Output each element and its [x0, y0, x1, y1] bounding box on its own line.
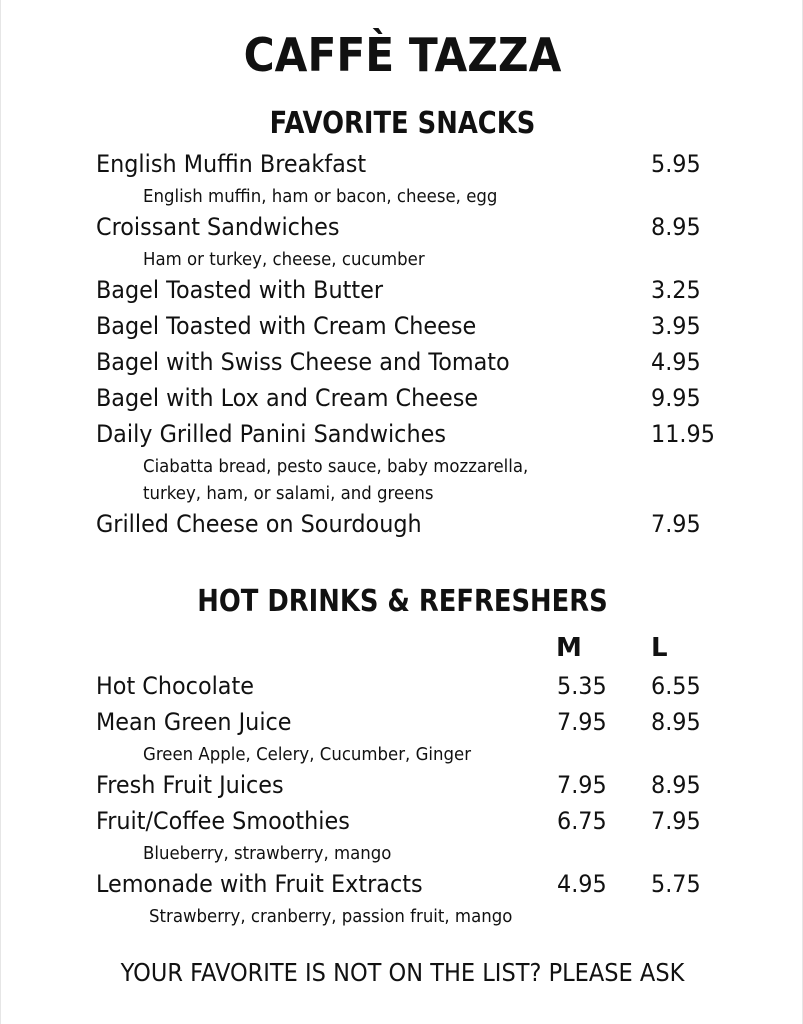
item-price: 4.95 [651, 348, 701, 376]
item-price: 3.25 [651, 276, 701, 304]
item-name: Croissant Sandwiches [96, 213, 340, 241]
item-price: 7.95 [651, 510, 701, 538]
item-price: 9.95 [651, 384, 701, 412]
item-description: Blueberry, strawberry, mango [143, 843, 392, 864]
item-description: Ciabatta bread, pesto sauce, baby mozzarella, [143, 456, 529, 477]
item-price: 8.95 [651, 213, 701, 241]
item-name: Lemonade with Fruit Extracts [96, 870, 423, 898]
item-name: Grilled Cheese on Sourdough [96, 510, 422, 538]
item-price-medium: 7.95 [557, 708, 607, 736]
item-price-medium: 4.95 [557, 870, 607, 898]
menu-title: CAFFÈ TAZZA [243, 28, 562, 82]
item-name: Bagel with Lox and Cream Cheese [96, 384, 479, 412]
item-price-medium: 6.75 [557, 807, 607, 835]
item-price-medium: 5.35 [557, 672, 607, 700]
item-price-medium: 7.95 [557, 771, 607, 799]
item-name: Fresh Fruit Juices [96, 771, 284, 799]
item-name: Mean Green Juice [96, 708, 292, 736]
item-price: 5.95 [651, 150, 701, 178]
item-name: Hot Chocolate [96, 672, 254, 700]
item-name: Daily Grilled Panini Sandwiches [96, 420, 446, 448]
item-price-large: 8.95 [651, 771, 701, 799]
item-description: Ham or turkey, cheese, cucumber [143, 249, 425, 270]
item-name: Bagel Toasted with Butter [96, 276, 384, 304]
column-header-medium: M [556, 633, 582, 663]
item-price: 3.95 [651, 312, 701, 340]
item-description: Green Apple, Celery, Cucumber, Ginger [143, 744, 472, 765]
column-header-large: L [651, 633, 668, 663]
item-description: Strawberry, cranberry, passion fruit, mango [149, 906, 513, 927]
item-price-large: 6.55 [651, 672, 701, 700]
section-heading-snacks: FAVORITE SNACKS [269, 106, 536, 141]
item-description: turkey, ham, or salami, and greens [143, 483, 434, 504]
item-description: English muffin, ham or bacon, cheese, egg [143, 186, 498, 207]
footer-note: YOUR FAVORITE IS NOT ON THE LIST? PLEASE ASK [120, 958, 685, 987]
item-price: 11.95 [651, 420, 715, 448]
item-name: Fruit/Coffee Smoothies [96, 807, 350, 835]
item-name: English Muffin Breakfast [96, 150, 367, 178]
item-price-large: 8.95 [651, 708, 701, 736]
item-name: Bagel with Swiss Cheese and Tomato [96, 348, 510, 376]
item-price-large: 5.75 [651, 870, 701, 898]
section-heading-drinks: HOT DRINKS & REFRESHERS [197, 584, 608, 619]
item-price-large: 7.95 [651, 807, 701, 835]
item-name: Bagel Toasted with Cream Cheese [96, 312, 477, 340]
